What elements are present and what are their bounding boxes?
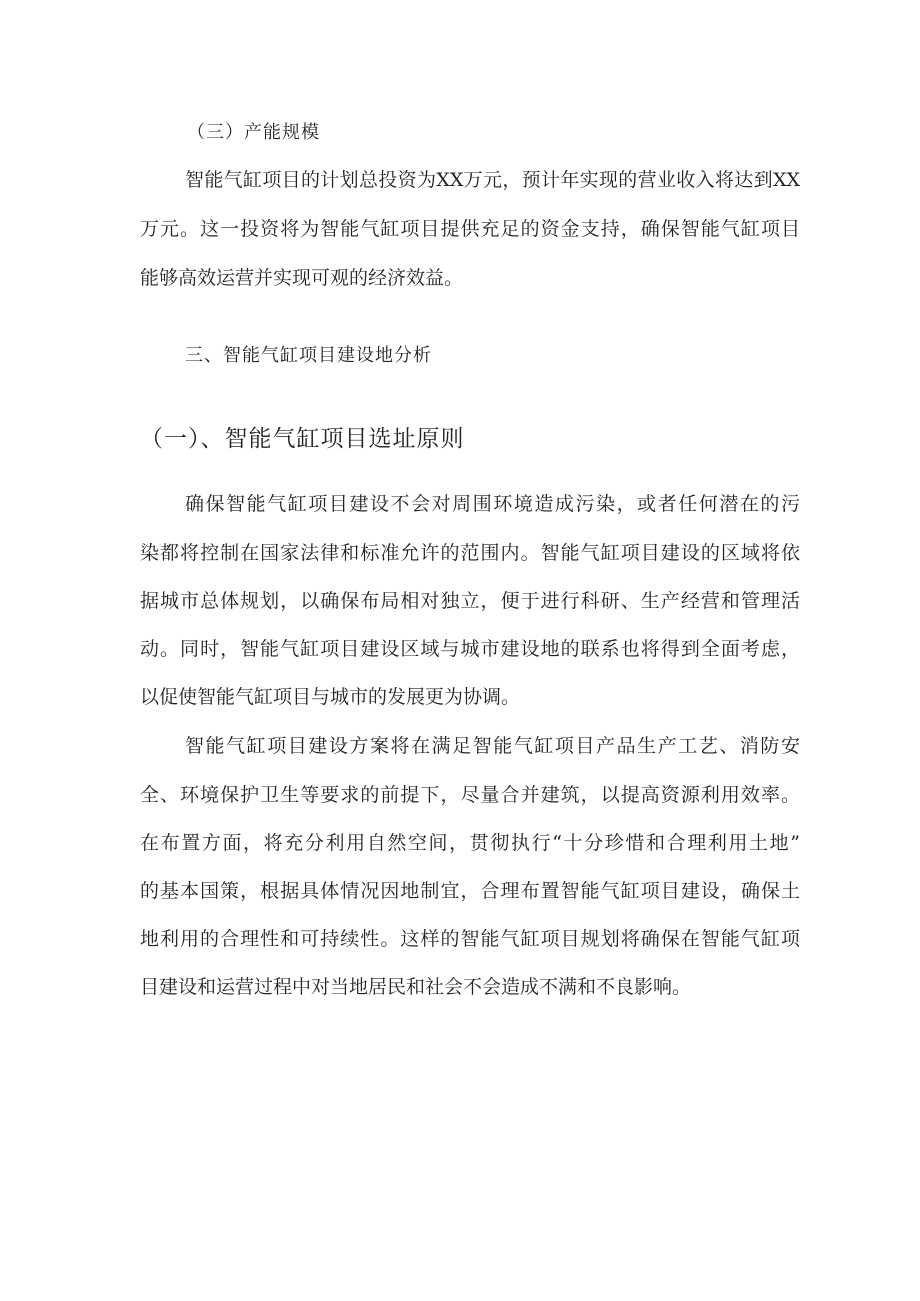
subheading-capacity: （三）产能规模	[187, 122, 320, 143]
paragraph-line: 的基本国策，根据具体情况因地制宜，合理布置智能气缸项目建设，确保土	[140, 880, 800, 902]
paragraph-line: 全、环境保护卫生等要求的前提下，尽量合并建筑，以提高资源利用效率。	[140, 784, 800, 806]
paragraph-line: 动。同时，智能气缸项目建设区域与城市建设地的联系也将得到全面考虑，	[140, 638, 800, 660]
paragraph-line: 地利用的合理性和可持续性。这样的智能气缸项目规划将确保在智能气缸项	[140, 928, 800, 950]
paragraph-line: 万元。这一投资将为智能气缸项目提供充足的资金支持，确保智能气缸项目	[140, 218, 800, 240]
paragraph-line: 据城市总体规划，以确保布局相对独立，便于进行科研、生产经营和管理活	[140, 590, 800, 612]
paragraph-line: 智能气缸项目建设方案将在满足智能气缸项目产品生产工艺、消防安	[185, 735, 800, 757]
paragraph-line: 智能气缸项目的计划总投资为XX万元，预计年实现的营业收入将达到XX	[185, 169, 800, 191]
paragraph-line: 目建设和运营过程中对当地居民和社会不会造成不满和不良影响。	[140, 976, 692, 998]
paragraph-line: 染都将控制在国家法律和标准允许的范围内。智能气缸项目建设的区域将依	[140, 542, 800, 564]
paragraph-line: 在布置方面，将充分利用自然空间，贯彻执行“十分珍惜和合理利用土地”	[140, 832, 800, 854]
paragraph-line: 确保智能气缸项目建设不会对周围环境造成污染，或者任何潜在的污	[185, 493, 800, 515]
section-heading-site-principles: （一）、智能气缸项目选址原则	[140, 426, 465, 452]
paragraph-line: 以促使智能气缸项目与城市的发展更为协调。	[140, 686, 521, 708]
section-heading-site-analysis: 三、智能气缸项目建设地分析	[185, 345, 432, 366]
paragraph-line: 能够高效运营并实现可观的经济效益。	[140, 267, 464, 289]
